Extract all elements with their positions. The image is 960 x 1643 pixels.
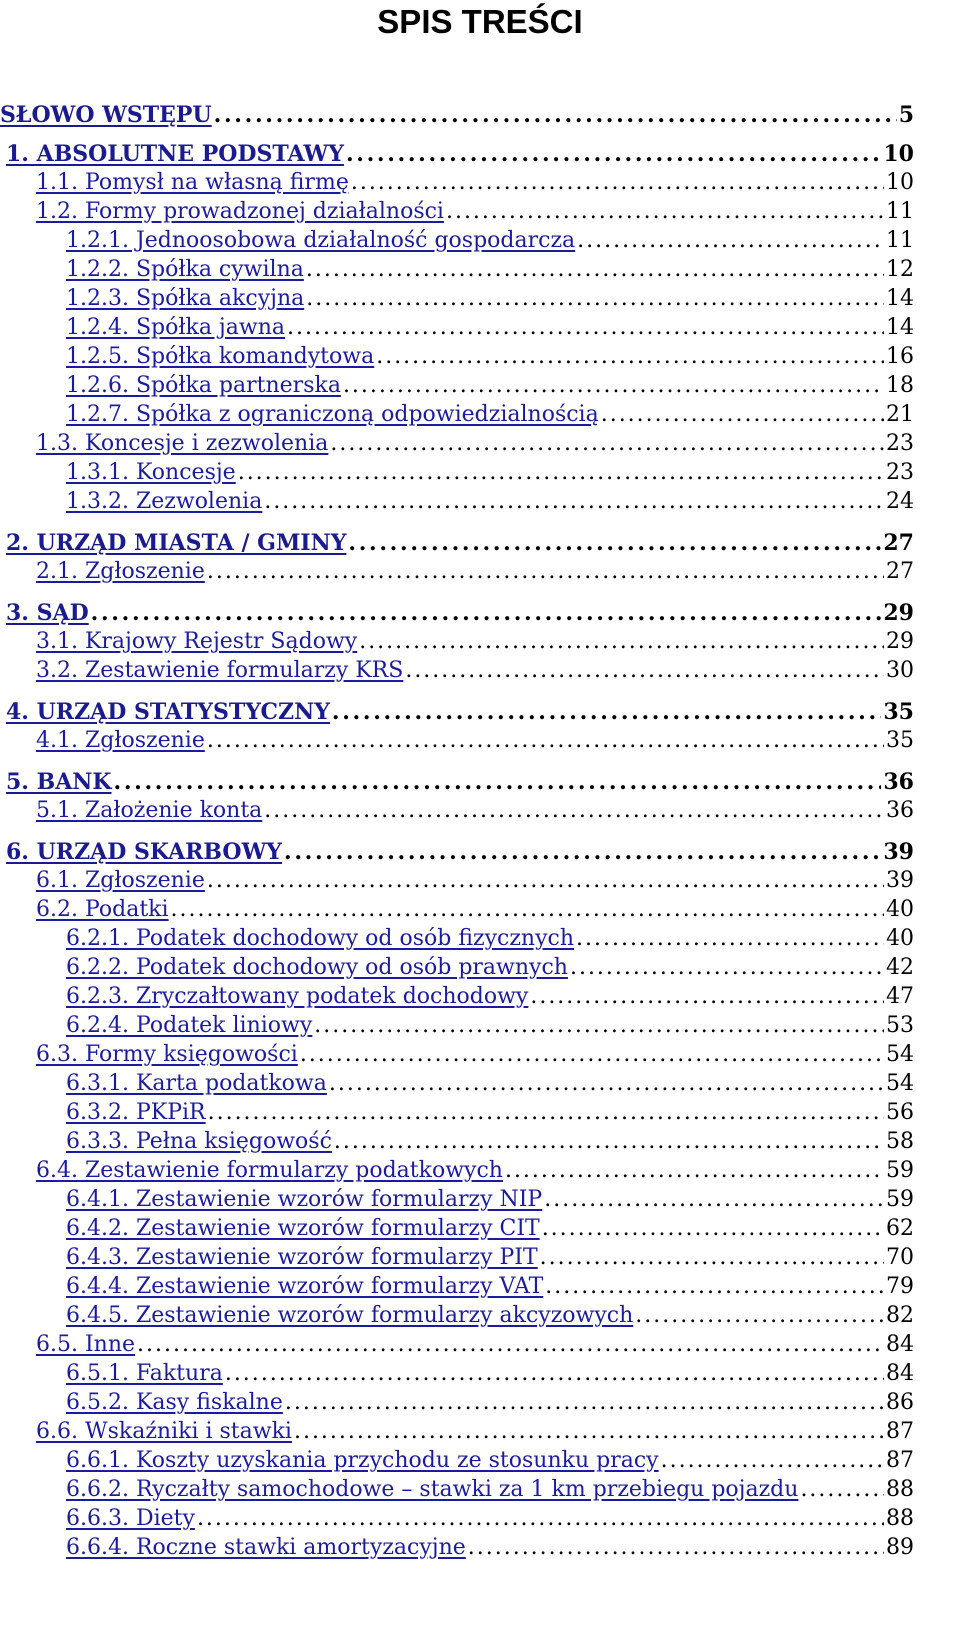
toc-page-number: 84 [886, 1361, 914, 1386]
toc-entry[interactable] [66, 1127, 914, 1157]
toc-page-number: 12 [886, 257, 914, 282]
toc-page-number: 10 [883, 141, 914, 167]
toc-page-number: 11 [886, 199, 914, 224]
toc-page-number: 27 [886, 559, 914, 584]
toc-entry-link[interactable]: 6.2.4. Podatek liniowy [66, 1013, 313, 1038]
toc-page-number: 11 [886, 228, 914, 253]
toc-entry-link[interactable]: 6.3. Formy księgowości [36, 1042, 298, 1067]
toc-entry-link[interactable]: 1.2.7. Spółka z ograniczoną odpowiedzialnością [66, 402, 599, 427]
toc-entry[interactable] [66, 1214, 914, 1244]
toc-page-number: 23 [886, 431, 914, 456]
toc-page-number: 82 [886, 1303, 914, 1328]
toc-entry-link[interactable]: 2.1. Zgłoszenie [36, 559, 205, 584]
toc-entry-link[interactable]: 6.5. Inne [36, 1332, 136, 1357]
toc-entry[interactable] [66, 1533, 914, 1563]
toc-page-number: 89 [886, 1535, 914, 1560]
toc-page-number: 58 [886, 1129, 914, 1154]
toc-entry[interactable] [36, 627, 914, 657]
dot-leader [314, 1011, 884, 1041]
toc-entry-link[interactable]: 1.2.1. Jednoosobowa działalność gospodarcza [66, 228, 576, 253]
dot-leader [294, 1417, 884, 1447]
toc-page-number: 87 [886, 1419, 914, 1444]
dot-leader [544, 1185, 884, 1215]
dot-leader [635, 1301, 884, 1331]
toc-entry[interactable] [66, 313, 914, 343]
toc-page-number: 16 [886, 344, 914, 369]
toc-entry[interactable] [66, 1388, 914, 1418]
toc-entry-link[interactable]: 4.1. Zgłoszenie [36, 728, 205, 753]
toc-page-number: 79 [886, 1274, 914, 1299]
toc-entry[interactable] [6, 767, 914, 797]
toc-page-number: 18 [886, 373, 914, 398]
dot-leader [545, 1272, 884, 1302]
toc-page-number: 88 [886, 1477, 914, 1502]
dot-leader [208, 1098, 884, 1128]
toc-page-number: 59 [886, 1187, 914, 1212]
toc-entry[interactable] [6, 139, 914, 169]
toc-entry[interactable] [66, 1475, 914, 1505]
dot-leader [343, 371, 884, 401]
toc-page-number: 42 [886, 955, 914, 980]
toc-entry-link[interactable]: 1.2.6. Spółka partnerska [66, 373, 341, 398]
toc-entry-link[interactable]: 6.5.2. Kasy fiskalne [66, 1390, 283, 1415]
toc-page-number: 29 [883, 600, 914, 626]
toc-entry-link[interactable]: 6.4.2. Zestawienie wzorów formularzy CIT [66, 1216, 540, 1241]
toc-entry[interactable] [36, 1330, 914, 1360]
toc-entry[interactable] [36, 895, 914, 925]
toc-entry-link[interactable]: 6.3.2. PKPiR [66, 1100, 206, 1125]
toc-page-number: 23 [886, 460, 914, 485]
toc-page-number: 14 [886, 315, 914, 340]
toc-page-number: 24 [886, 489, 914, 514]
toc-entry[interactable] [66, 1301, 914, 1331]
toc-page-number: 86 [886, 1390, 914, 1415]
dot-leader [225, 1359, 884, 1389]
dot-leader [540, 1243, 884, 1273]
toc-page-number: 59 [886, 1158, 914, 1183]
toc-entry[interactable] [36, 726, 914, 756]
dot-leader [287, 313, 884, 343]
toc-entry[interactable] [66, 982, 914, 1012]
toc-entry-link[interactable]: 6.3.1. Karta podatkowa [66, 1071, 327, 1096]
toc-entry-link[interactable]: 6.2. Podatki [36, 897, 169, 922]
toc-entry-link[interactable]: 5.1. Założenie konta [36, 798, 263, 823]
dot-leader [214, 100, 897, 130]
toc-entry-link[interactable]: 1. ABSOLUTNE PODSTAWY [6, 141, 344, 167]
dot-leader [570, 953, 884, 983]
toc-page-number: 39 [886, 868, 914, 893]
toc-entry-link[interactable]: 6. URZĄD SKARBOWY [6, 839, 283, 865]
toc-entry[interactable] [66, 284, 914, 314]
toc-page-number: 30 [886, 658, 914, 683]
toc-page-number: 27 [883, 530, 914, 556]
toc-entry[interactable] [66, 1011, 914, 1041]
toc-entry-link[interactable]: 2. URZĄD MIASTA / GMINY [6, 530, 347, 556]
dot-leader [300, 1040, 884, 1070]
toc-page-number: 39 [883, 839, 914, 865]
toc-entry[interactable] [36, 796, 914, 826]
toc-entry[interactable] [36, 197, 914, 227]
toc-page-number: 40 [886, 897, 914, 922]
toc-entry-link[interactable]: 1.2.4. Spółka jawna [66, 315, 285, 340]
dot-leader [207, 866, 884, 896]
toc-entry-link[interactable]: 6.6.1. Koszty uzyskania przychodu ze stosunku pracy [66, 1448, 659, 1473]
dot-leader [468, 1533, 884, 1563]
toc-entry-link[interactable]: 6.4.1. Zestawienie wzorów formularzy NIP [66, 1187, 543, 1212]
dot-leader [284, 837, 881, 867]
toc-entry[interactable] [66, 1359, 914, 1389]
toc-page-number: 35 [883, 699, 914, 725]
toc-entry[interactable] [36, 168, 914, 198]
dot-leader [576, 924, 884, 954]
toc-entry[interactable] [66, 953, 914, 983]
dot-leader [346, 139, 881, 169]
toc-entry[interactable] [36, 1417, 914, 1447]
toc-entry-link[interactable]: 1.3.2. Zezwolenia [66, 489, 263, 514]
toc-entry-link[interactable]: 6.3.3. Pełna księgowość [66, 1129, 332, 1154]
toc-entry-link[interactable]: 1.2. Formy prowadzonej działalności [36, 199, 444, 224]
toc-entry-link[interactable]: 6.1. Zgłoszenie [36, 868, 205, 893]
toc-entry-link[interactable]: 1.2.3. Spółka akcyjna [66, 286, 305, 311]
dot-leader [332, 697, 881, 727]
toc-entry-link[interactable]: 5. BANK [6, 769, 112, 795]
toc-entry[interactable] [36, 557, 914, 587]
dot-leader [334, 1127, 884, 1157]
toc-entry[interactable] [66, 371, 914, 401]
toc-entry[interactable] [66, 226, 914, 256]
toc-entry-link[interactable]: 6.4. Zestawienie formularzy podatkowych [36, 1158, 503, 1183]
dot-leader [137, 1330, 884, 1360]
toc-entry-link[interactable]: 1.1. Pomysł na własną firmę [36, 170, 349, 195]
toc-entry-link[interactable]: 6.4.4. Zestawienie wzorów formularzy VAT [66, 1274, 544, 1299]
toc-page-number: 87 [886, 1448, 914, 1473]
toc-entry[interactable] [6, 697, 914, 727]
dot-leader [577, 226, 884, 256]
toc-entry[interactable] [36, 656, 914, 686]
toc-entry[interactable] [66, 1272, 914, 1302]
dot-leader [197, 1504, 884, 1534]
toc-entry-link[interactable]: 1.2.2. Spółka cywilna [66, 257, 304, 282]
toc-entry-link[interactable]: 3.2. Zestawienie formularzy KRS [36, 658, 404, 683]
dot-leader [306, 284, 884, 314]
dot-leader [505, 1156, 884, 1186]
toc-entry[interactable] [36, 1040, 914, 1070]
toc-entry-link[interactable]: 6.2.1. Podatek dochodowy od osób fizycznych [66, 926, 575, 951]
toc-entry[interactable] [36, 1156, 914, 1186]
dot-leader [530, 982, 884, 1012]
toc-entry-link[interactable]: 3. SĄD [6, 600, 89, 626]
toc-page-number: 62 [886, 1216, 914, 1241]
toc-page-number: 5 [898, 102, 914, 128]
toc-page-number: 29 [886, 629, 914, 654]
dot-leader [348, 528, 881, 558]
toc-page-number: 56 [886, 1100, 914, 1125]
toc-entry-link[interactable]: 6.4.3. Zestawienie wzorów formularzy PIT [66, 1245, 538, 1270]
dot-leader [91, 598, 882, 628]
dot-leader [329, 1069, 884, 1099]
dot-leader [542, 1214, 884, 1244]
dot-leader [238, 458, 884, 488]
toc-entry[interactable] [66, 487, 914, 517]
toc-entry[interactable] [6, 598, 914, 628]
toc-entry-link[interactable]: 6.6.2. Ryczałty samochodowe – stawki za 1 km przebiegu pojazdu [66, 1477, 799, 1502]
toc-entry-link[interactable]: 6.6.3. Diety [66, 1506, 195, 1531]
toc-entry[interactable] [66, 1098, 914, 1128]
toc-entry[interactable] [66, 400, 914, 430]
toc-entry[interactable] [66, 1446, 914, 1476]
page-title: SPIS TREŚCI [377, 3, 583, 40]
toc-entry-link[interactable]: 1.2.5. Spółka komandytowa [66, 344, 375, 369]
toc-entry-link[interactable]: 6.6.4. Roczne stawki amortyzacyjne [66, 1535, 466, 1560]
toc-page-number: 53 [886, 1013, 914, 1038]
dot-leader [330, 429, 884, 459]
dot-leader [359, 627, 884, 657]
toc-page-number: 36 [883, 769, 914, 795]
toc-entry-link[interactable]: 1.3.1. Koncesje [66, 460, 236, 485]
toc-entry[interactable] [66, 1504, 914, 1534]
dot-leader [405, 656, 884, 686]
dot-leader [661, 1446, 884, 1476]
toc-entry[interactable] [36, 866, 914, 896]
toc-entry[interactable] [66, 1069, 914, 1099]
toc-page-number: 70 [886, 1245, 914, 1270]
toc-entry[interactable] [66, 255, 914, 285]
toc-page-number: 21 [886, 402, 914, 427]
toc-entry-link[interactable]: 6.4.5. Zestawienie wzorów formularzy akcyzowych [66, 1303, 634, 1328]
toc-page-number: 14 [886, 286, 914, 311]
toc-entry[interactable] [36, 429, 914, 459]
toc-entry-link[interactable]: 3.1. Krajowy Rejestr Sądowy [36, 629, 358, 654]
toc-page-number: 10 [886, 170, 914, 195]
dot-leader [264, 487, 884, 517]
toc-page-number: 47 [886, 984, 914, 1009]
toc-entry-link[interactable]: 6.2.2. Podatek dochodowy od osób prawnych [66, 955, 568, 980]
toc-entry-link[interactable]: 4. URZĄD STATYSTYCZNY [6, 699, 330, 725]
toc-page-number: 40 [886, 926, 914, 951]
toc-page-number: 54 [886, 1042, 914, 1067]
toc-entry[interactable] [66, 342, 914, 372]
dot-leader [800, 1475, 884, 1505]
dot-leader [446, 197, 884, 227]
toc-entry-link[interactable]: 6.2.3. Zryczałtowany podatek dochodowy [66, 984, 529, 1009]
dot-leader [264, 796, 884, 826]
toc-entry-link[interactable]: SŁOWO WSTĘPU [0, 102, 212, 128]
dot-leader [376, 342, 884, 372]
dot-leader [114, 767, 882, 797]
toc-entry-link[interactable]: 6.6. Wskaźniki i stawki [36, 1419, 292, 1444]
dot-leader [207, 726, 884, 756]
dot-leader [207, 557, 884, 587]
toc-entry-link[interactable]: 1.3. Koncesje i zezwolenia [36, 431, 329, 456]
toc-entry[interactable] [66, 924, 914, 954]
toc-entry[interactable] [6, 837, 914, 867]
dot-leader [351, 168, 884, 198]
toc-page-number: 36 [886, 798, 914, 823]
dot-leader [306, 255, 884, 285]
dot-leader [601, 400, 884, 430]
toc-page-number: 35 [886, 728, 914, 753]
toc-entry[interactable] [66, 1243, 914, 1273]
toc-page-number: 84 [886, 1332, 914, 1357]
toc-page-number: 54 [886, 1071, 914, 1096]
toc-entry[interactable] [6, 528, 914, 558]
toc-page-number: 88 [886, 1506, 914, 1531]
dot-leader [285, 1388, 884, 1418]
toc-entry[interactable] [66, 1185, 914, 1215]
toc-entry[interactable] [0, 100, 914, 130]
toc-entry-link[interactable]: 6.5.1. Faktura [66, 1361, 223, 1386]
dot-leader [171, 895, 884, 925]
toc-entry[interactable] [66, 458, 914, 488]
